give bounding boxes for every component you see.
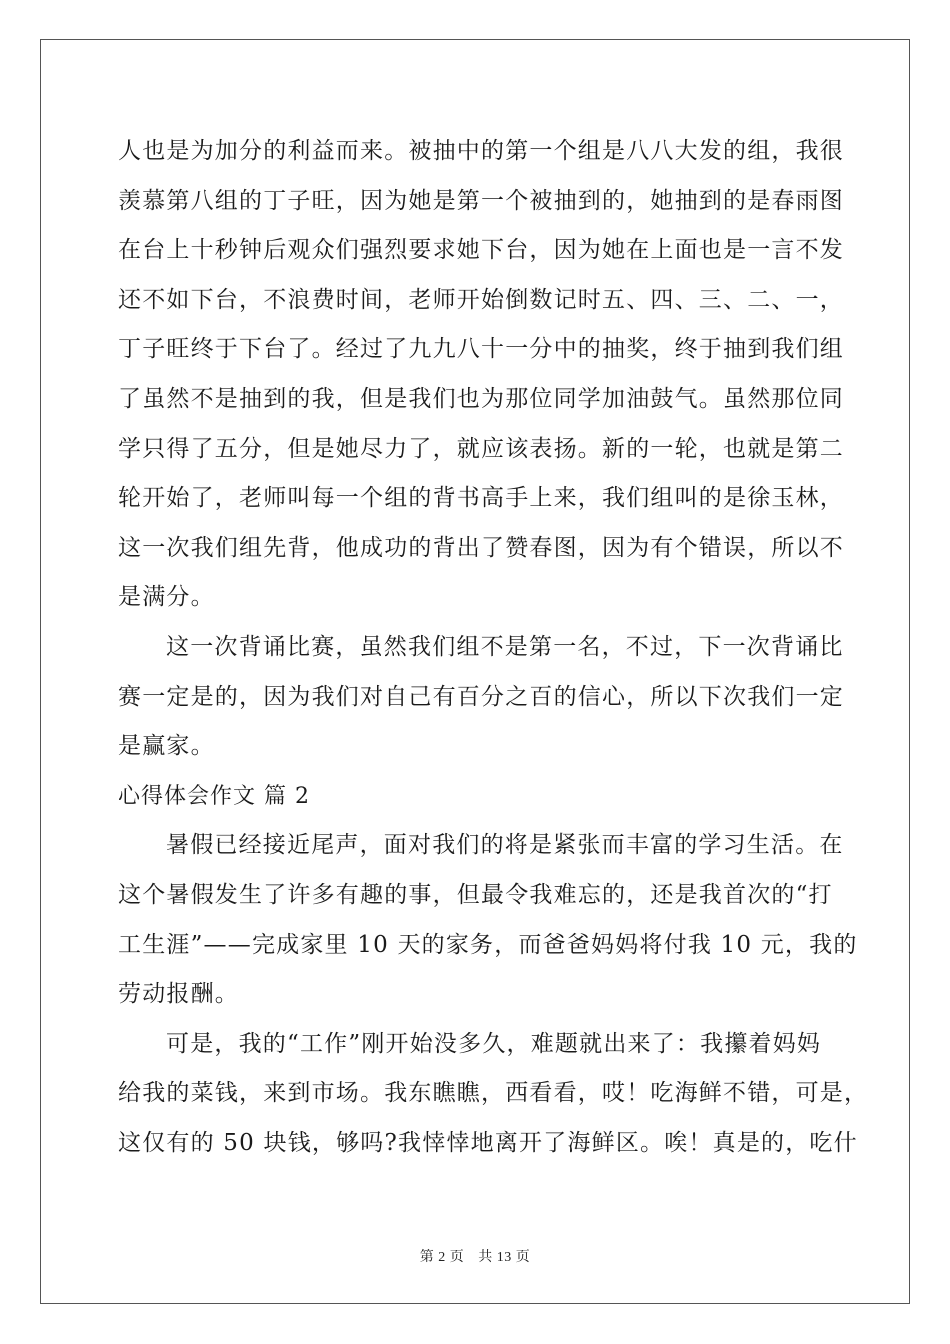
paragraph-first-line: 这一次背诵比赛，虽然我们组不是第一名，不过，下一次背诵比	[166, 633, 844, 660]
text-line: 轮开始了，老师叫每一个组的背书高手上来，我们组叫的是徐玉林，	[118, 485, 844, 512]
page-number-total: 共 13 页	[478, 1250, 531, 1265]
document-body	[118, 127, 869, 1168]
section-heading: 心得体会作文 篇 2	[118, 783, 310, 809]
paragraph-first-line: 暑假已经接近尾声，面对我们的将是紧张而丰富的学习生活。在	[166, 832, 844, 859]
text-line: 这一次我们组先背，他成功的背出了赞春图，因为有个错误，所以不	[118, 534, 844, 561]
text-line: 在台上十秒钟后观众们强烈要求她下台，因为她在上面也是一言不发	[118, 237, 844, 264]
text-line: 工生涯”——完成家里 10 天的家务，而爸爸妈妈将付我 10 元，我的	[118, 931, 858, 958]
page-number-current: 第 2 页	[419, 1250, 465, 1265]
text-line: 人也是为加分的利益而来。被抽中的第一个组是八八大发的组，我很	[118, 138, 844, 164]
text-line: 羡慕第八组的丁子旺，因为她是第一个被抽到的，她抽到的是春雨图	[118, 187, 844, 214]
text-line: 学只得了五分，但是她尽力了，就应该表扬。新的一轮，也就是第二	[118, 435, 844, 462]
paragraph-first-line: 可是，我的“工作”刚开始没多久，难题就出来了：我攥着妈妈	[166, 1030, 822, 1057]
text-line: 赛一定是的，因为我们对自己有百分之百的信心，所以下次我们一定	[118, 683, 844, 710]
text-line: 是满分。	[118, 584, 215, 611]
text-line: 这个暑假发生了许多有趣的事，但最令我难忘的，还是我首次的“打	[118, 881, 833, 908]
text-line: 给我的菜钱，来到市场。我东瞧瞧，西看看，哎！吃海鲜不错，可是，	[118, 1080, 869, 1107]
text-line: 还不如下台，不浪费时间，老师开始倒数记时五、四、三、二、一，	[118, 286, 844, 313]
page-footer	[0, 1246, 950, 1266]
text-line: 劳动报酬。	[118, 981, 239, 1008]
text-line: 丁子旺终于下台了。经过了九九八十一分中的抽奖，终于抽到我们组	[118, 336, 844, 363]
text-line: 这仅有的 50 块钱，够吗?我悻悻地离开了海鲜区。唉！真是的，吃什	[118, 1129, 858, 1156]
text-line: 了虽然不是抽到的我，但是我们也为那位同学加油鼓气。虽然那位同	[118, 385, 844, 412]
text-line: 是赢家。	[118, 733, 215, 760]
